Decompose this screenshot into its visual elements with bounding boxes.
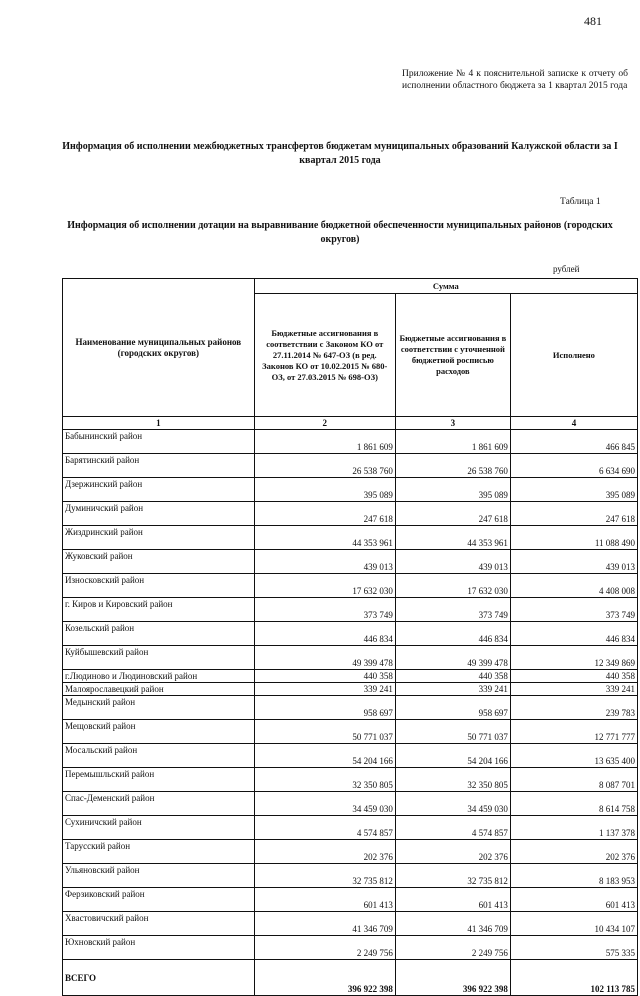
law-allocation: 395 089 xyxy=(254,478,395,502)
roster-allocation: 49 399 478 xyxy=(395,646,510,670)
law-allocation: 4 574 857 xyxy=(254,816,395,840)
table-title: Информация об исполнении дотации на выравнивание бюджетной обеспеченности муниципальных районов (городских округов) xyxy=(67,220,613,245)
law-allocation: 26 538 760 xyxy=(254,454,395,478)
law-allocation: 41 346 709 xyxy=(254,912,395,936)
district-name: Спас-Деменский район xyxy=(63,792,255,816)
law-allocation: 34 459 030 xyxy=(254,792,395,816)
law-allocation: 49 399 478 xyxy=(254,646,395,670)
law-allocation: 339 241 xyxy=(254,683,395,696)
header-roster-allocations: Бюджетные ассигнования в соответствии с уточненной бюджетной росписью расходов xyxy=(395,294,510,417)
total-row xyxy=(63,960,638,996)
district-name: Медынский район xyxy=(63,696,255,720)
table-row xyxy=(63,888,638,912)
law-allocation: 373 749 xyxy=(254,598,395,622)
district-name: Мосальский район xyxy=(63,744,255,768)
executed-amount: 395 089 xyxy=(510,478,637,502)
executed-amount: 446 834 xyxy=(510,622,637,646)
table-row xyxy=(63,646,638,670)
law-allocation: 32 735 812 xyxy=(254,864,395,888)
subsidy-table xyxy=(62,278,638,996)
district-name: Мещовский район xyxy=(63,720,255,744)
executed-amount: 13 635 400 xyxy=(510,744,637,768)
header-sum-group: Сумма xyxy=(254,279,637,294)
executed-amount: 575 335 xyxy=(510,936,637,960)
law-allocation: 50 771 037 xyxy=(254,720,395,744)
roster-allocation: 17 632 030 xyxy=(395,574,510,598)
executed-amount: 466 845 xyxy=(510,430,637,454)
law-allocation: 2 249 756 xyxy=(254,936,395,960)
executed-amount: 247 618 xyxy=(510,502,637,526)
table-row xyxy=(63,502,638,526)
total-law: 396 922 398 xyxy=(254,960,395,996)
column-number: 1 xyxy=(63,417,255,430)
district-name: Барятинский район xyxy=(63,454,255,478)
district-name: Жиздринский район xyxy=(63,526,255,550)
executed-amount: 6 634 690 xyxy=(510,454,637,478)
executed-amount: 8 614 758 xyxy=(510,792,637,816)
roster-allocation: 247 618 xyxy=(395,502,510,526)
table-row xyxy=(63,696,638,720)
district-name: Ферзиковский район xyxy=(63,888,255,912)
district-name: Хвастовичский район xyxy=(63,912,255,936)
roster-allocation: 44 353 961 xyxy=(395,526,510,550)
district-name: Бабынинский район xyxy=(63,430,255,454)
roster-allocation: 2 249 756 xyxy=(395,936,510,960)
table-label: Таблица 1 xyxy=(560,197,601,207)
district-name: Ульяновский район xyxy=(63,864,255,888)
roster-allocation: 439 013 xyxy=(395,550,510,574)
district-name: Козельский район xyxy=(63,622,255,646)
header-executed: Исполнено xyxy=(510,294,637,417)
page-number: 481 xyxy=(584,14,602,28)
table-row xyxy=(63,430,638,454)
district-name: Жуковский район xyxy=(63,550,255,574)
law-allocation: 17 632 030 xyxy=(254,574,395,598)
roster-allocation: 41 346 709 xyxy=(395,912,510,936)
roster-allocation: 26 538 760 xyxy=(395,454,510,478)
law-allocation: 44 353 961 xyxy=(254,526,395,550)
units-label: рублей xyxy=(553,264,580,274)
roster-allocation: 395 089 xyxy=(395,478,510,502)
total-label: ВСЕГО xyxy=(63,960,255,996)
column-number: 2 xyxy=(254,417,395,430)
roster-allocation: 4 574 857 xyxy=(395,816,510,840)
table-row xyxy=(63,478,638,502)
district-name: Думиничский район xyxy=(63,502,255,526)
table-row xyxy=(63,670,638,683)
column-number: 3 xyxy=(395,417,510,430)
roster-allocation: 202 376 xyxy=(395,840,510,864)
executed-amount: 12 771 777 xyxy=(510,720,637,744)
roster-allocation: 34 459 030 xyxy=(395,792,510,816)
appendix-note: Приложение № 4 к пояснительной записке к отчету об исполнении областного бюджета за 1 квартал 2015 года xyxy=(402,69,628,91)
district-name: Малоярославецкий район xyxy=(63,683,255,696)
executed-amount: 8 087 701 xyxy=(510,768,637,792)
header-district-name: Наименование муниципальных районов (городских округов) xyxy=(63,279,255,417)
executed-amount: 11 088 490 xyxy=(510,526,637,550)
law-allocation: 446 834 xyxy=(254,622,395,646)
header-law-allocations: Бюджетные ассигнования в соответствии с Законом КО от 27.11.2014 № 647-ОЗ (в ред. Законов КО от 10.02.2015 № 680-ОЗ, от 27.03.2015 № 698-ОЗ) xyxy=(254,294,395,417)
executed-amount: 601 413 xyxy=(510,888,637,912)
table-row xyxy=(63,598,638,622)
district-name: Сухиничский район xyxy=(63,816,255,840)
roster-allocation: 32 350 805 xyxy=(395,768,510,792)
district-name: Куйбышевский район xyxy=(63,646,255,670)
table-row xyxy=(63,454,638,478)
table-row xyxy=(63,526,638,550)
roster-allocation: 54 204 166 xyxy=(395,744,510,768)
executed-amount: 439 013 xyxy=(510,550,637,574)
roster-allocation: 1 861 609 xyxy=(395,430,510,454)
executed-amount: 10 434 107 xyxy=(510,912,637,936)
law-allocation: 601 413 xyxy=(254,888,395,912)
district-name: Юхновский район xyxy=(63,936,255,960)
law-allocation: 247 618 xyxy=(254,502,395,526)
district-name: Дзержинский район xyxy=(63,478,255,502)
law-allocation: 1 861 609 xyxy=(254,430,395,454)
executed-amount: 1 137 378 xyxy=(510,816,637,840)
executed-amount: 239 783 xyxy=(510,696,637,720)
total-roster: 396 922 398 xyxy=(395,960,510,996)
roster-allocation: 440 358 xyxy=(395,670,510,683)
executed-amount: 8 183 953 xyxy=(510,864,637,888)
table-row xyxy=(63,936,638,960)
column-number: 4 xyxy=(510,417,637,430)
table-row xyxy=(63,622,638,646)
district-name: г.Людиново и Людиновский район xyxy=(63,670,255,683)
roster-allocation: 32 735 812 xyxy=(395,864,510,888)
district-name: г. Киров и Кировский район xyxy=(63,598,255,622)
table-row xyxy=(63,768,638,792)
executed-amount: 373 749 xyxy=(510,598,637,622)
total-executed: 102 113 785 xyxy=(510,960,637,996)
roster-allocation: 339 241 xyxy=(395,683,510,696)
roster-allocation: 958 697 xyxy=(395,696,510,720)
document-title: Информация об исполнении межбюджетных трансфертов бюджетам муниципальных образований Калужской области за I квартал 2015 года xyxy=(62,141,618,166)
table-row xyxy=(63,720,638,744)
table-row xyxy=(63,864,638,888)
table-row xyxy=(63,792,638,816)
executed-amount: 12 349 869 xyxy=(510,646,637,670)
table-row xyxy=(63,683,638,696)
executed-amount: 440 358 xyxy=(510,670,637,683)
law-allocation: 202 376 xyxy=(254,840,395,864)
table-row xyxy=(63,912,638,936)
roster-allocation: 446 834 xyxy=(395,622,510,646)
law-allocation: 54 204 166 xyxy=(254,744,395,768)
table-row xyxy=(63,816,638,840)
law-allocation: 440 358 xyxy=(254,670,395,683)
district-name: Тарусский район xyxy=(63,840,255,864)
roster-allocation: 373 749 xyxy=(395,598,510,622)
law-allocation: 439 013 xyxy=(254,550,395,574)
executed-amount: 202 376 xyxy=(510,840,637,864)
district-name: Износковский район xyxy=(63,574,255,598)
executed-amount: 4 408 008 xyxy=(510,574,637,598)
executed-amount: 339 241 xyxy=(510,683,637,696)
roster-allocation: 601 413 xyxy=(395,888,510,912)
district-name: Перемышльский район xyxy=(63,768,255,792)
law-allocation: 32 350 805 xyxy=(254,768,395,792)
law-allocation: 958 697 xyxy=(254,696,395,720)
table-row xyxy=(63,550,638,574)
table-row xyxy=(63,840,638,864)
table-row xyxy=(63,744,638,768)
table-row xyxy=(63,574,638,598)
roster-allocation: 50 771 037 xyxy=(395,720,510,744)
